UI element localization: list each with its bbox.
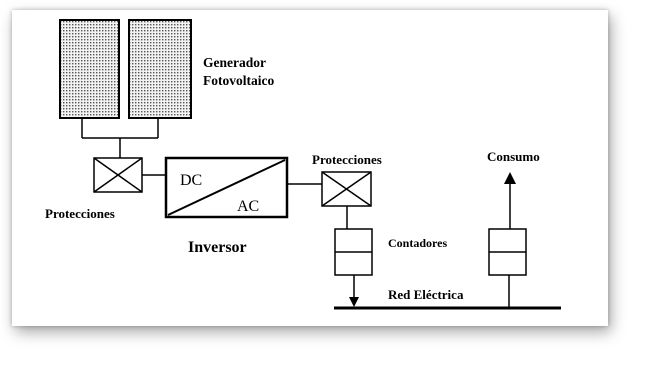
grid-label: Red Eléctrica xyxy=(388,287,464,302)
pv-generator xyxy=(60,20,191,118)
protections-right-label: Protecciones xyxy=(312,152,382,167)
pv-panel-left xyxy=(60,20,119,118)
grid-injection-arrow xyxy=(349,275,359,307)
inverter-ac-label: AC xyxy=(237,198,260,215)
inverter-dc-label: DC xyxy=(180,172,203,189)
generator-label-line2: Fotovoltaico xyxy=(203,73,275,88)
inverter-title: Inversor xyxy=(188,239,247,256)
consumption-arrow xyxy=(504,172,516,229)
protections-left-label: Protecciones xyxy=(45,206,115,221)
meters-label: Contadores xyxy=(388,236,448,250)
consumption-label: Consumo xyxy=(487,149,540,164)
protection-box-right xyxy=(322,172,371,206)
panel-wiring xyxy=(82,118,158,158)
protection-box-left xyxy=(94,158,142,192)
meter-left xyxy=(335,229,372,275)
generator-label-line1: Generador xyxy=(203,55,266,70)
meter-right xyxy=(489,229,526,275)
pv-panel-right xyxy=(129,20,191,118)
